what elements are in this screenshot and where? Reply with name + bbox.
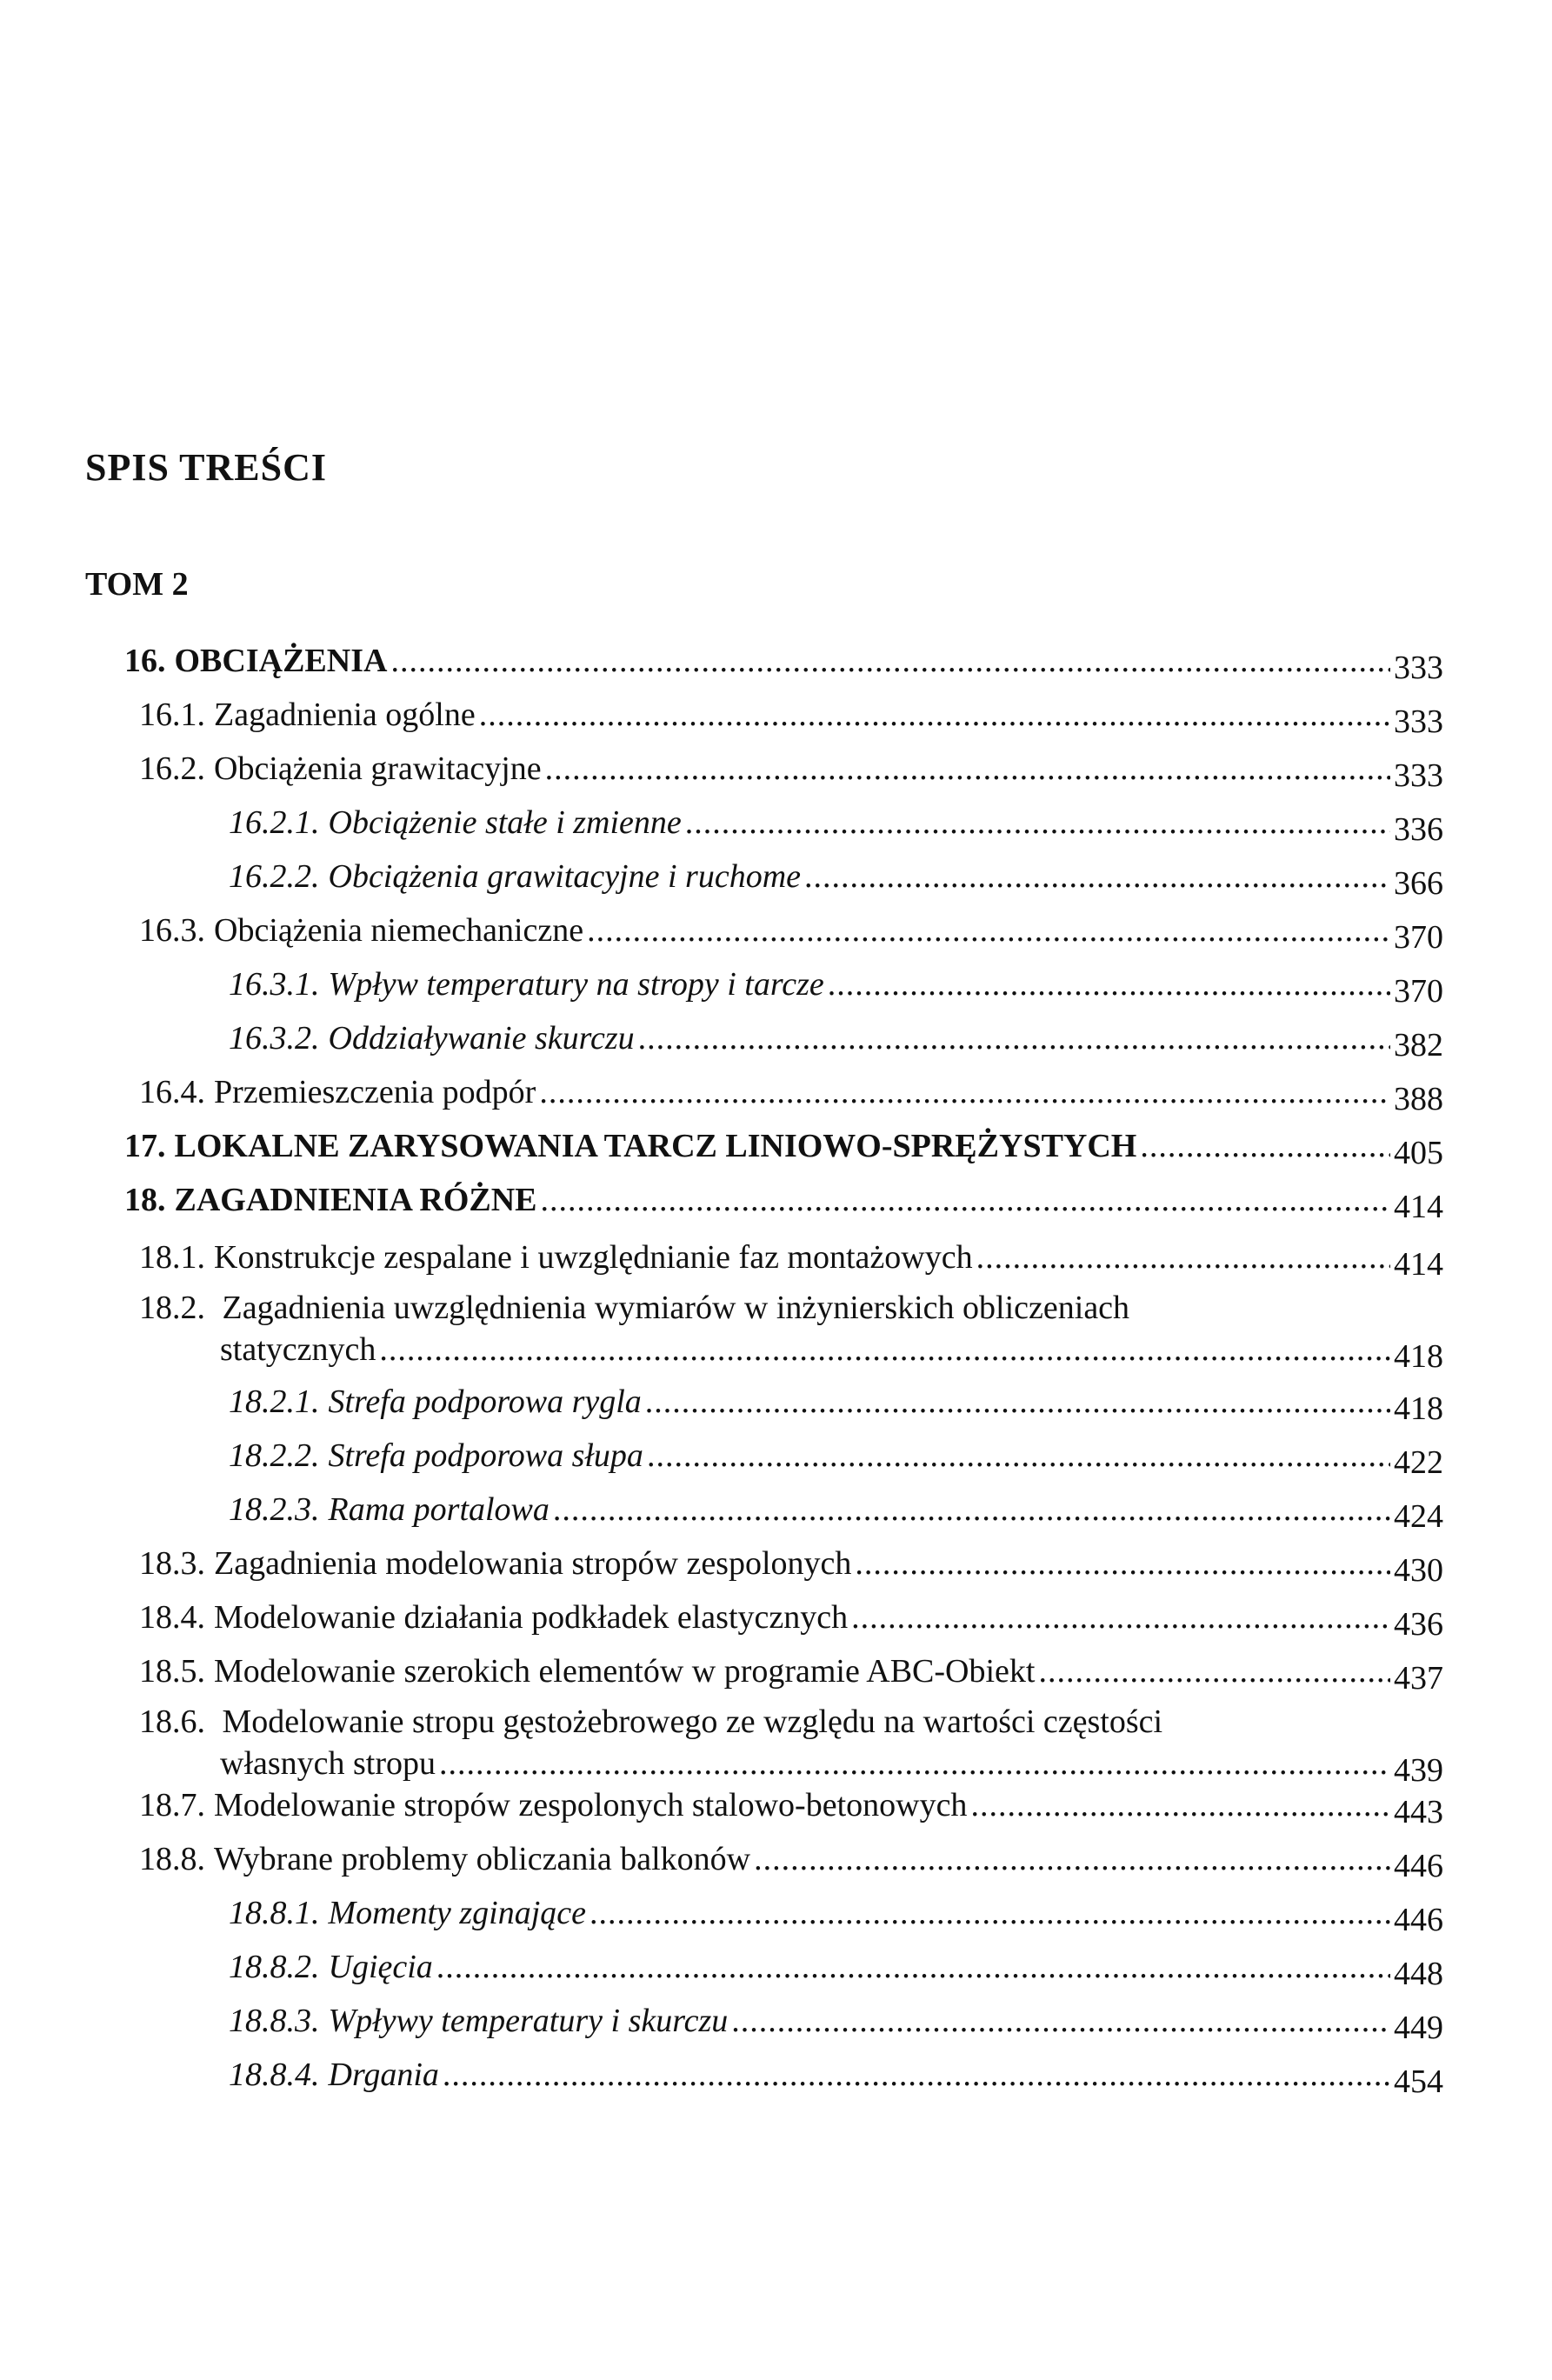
toc-number: 17.: [124, 1128, 166, 1164]
toc-number: 16.2.2.: [229, 858, 320, 895]
toc-entry-18-8-4[interactable]: [229, 2056, 1443, 2100]
toc-title: własnych stropu: [220, 1745, 436, 1782]
toc-number: 18.7.: [139, 1787, 205, 1823]
toc-entry-18-2-2[interactable]: [229, 1437, 1443, 1481]
toc-page: 454: [1394, 2063, 1443, 2100]
page-title: SPIS TREŚCI: [85, 446, 327, 489]
toc-page: 333: [1394, 757, 1443, 794]
toc-title: Konstrukcje zespalane i uwzględnianie faz montażowych: [214, 1239, 973, 1276]
dot-leader: [443, 2056, 1390, 2094]
toc-page: 449: [1394, 2010, 1443, 2046]
toc-number: 16.4.: [139, 1074, 205, 1110]
toc-entry-16[interactable]: [124, 642, 1443, 686]
toc-entry-18-1[interactable]: [139, 1238, 1443, 1283]
toc-page: 437: [1394, 1660, 1443, 1697]
dot-leader: [439, 1744, 1390, 1783]
toc-entry-18-7[interactable]: [139, 1786, 1443, 1830]
toc-entry-18-3[interactable]: [139, 1544, 1443, 1589]
dot-leader: [851, 1598, 1390, 1637]
toc-title: Oddziaływanie skurczu: [328, 1020, 635, 1057]
toc-entry-16-3-1[interactable]: [229, 965, 1443, 1010]
toc-number: 18.2.3.: [229, 1491, 320, 1528]
toc-number: 16.2.: [139, 750, 205, 787]
toc-page: 430: [1394, 1552, 1443, 1589]
toc-entry-16-3-2[interactable]: [229, 1019, 1443, 1063]
dot-leader: [970, 1786, 1390, 1824]
toc-entry-18-2-3[interactable]: [229, 1490, 1443, 1535]
dot-leader: [685, 803, 1390, 842]
toc-page: 333: [1394, 703, 1443, 740]
dot-leader: [379, 1330, 1390, 1369]
toc-title: Strefa podporowa słupa: [328, 1437, 643, 1474]
toc-page: 418: [1394, 1338, 1443, 1375]
dot-leader: [479, 696, 1390, 734]
toc-number: 18.8.3.: [229, 2003, 320, 2039]
toc-page: 336: [1394, 811, 1443, 848]
toc-entry-18-2-1[interactable]: [229, 1383, 1443, 1427]
dot-leader: [828, 965, 1390, 1003]
toc-page: 448: [1394, 1956, 1443, 1992]
toc-title: Zagadnienia modelowania stropów zespolonych: [214, 1545, 852, 1582]
toc-title: Drgania: [328, 2057, 439, 2093]
dot-leader: [647, 1437, 1390, 1475]
toc-title: Strefa podporowa rygla: [328, 1383, 642, 1420]
toc-number: 18.2.: [139, 1290, 205, 1326]
toc-title: LOKALNE ZARYSOWANIA TARCZ LINIOWO-SPRĘŻYSTYCH: [174, 1128, 1137, 1164]
toc-number: 18.2.2.: [229, 1437, 320, 1474]
volume-heading: TOM 2: [85, 566, 189, 603]
toc-entry-18-8-1[interactable]: [229, 1894, 1443, 1938]
toc-title: ZAGADNIENIA RÓŻNE: [174, 1182, 537, 1218]
toc-entry-18-8-2[interactable]: [229, 1948, 1443, 1992]
dot-leader: [390, 642, 1390, 680]
toc-number: 16.3.: [139, 912, 205, 949]
toc-number: 18.8.1.: [229, 1895, 320, 1931]
dot-leader: [553, 1490, 1390, 1529]
toc-title: OBCIĄŻENIA: [174, 643, 388, 679]
dot-leader: [436, 1948, 1390, 1986]
toc-page: 443: [1394, 1794, 1443, 1830]
toc-number: 18.2.1.: [229, 1383, 320, 1420]
toc-number: 18.6.: [139, 1703, 205, 1740]
toc-number: 18.8.2.: [229, 1949, 320, 1985]
toc-title: Momenty zginające: [328, 1895, 587, 1931]
toc-page: 388: [1394, 1081, 1443, 1117]
toc-number: 16.3.2.: [229, 1020, 320, 1057]
toc-title: Modelowanie stropów zespolonych stalowo-betonowych: [214, 1787, 968, 1823]
toc-title: Modelowanie szerokich elementów w programie ABC-Obiekt: [214, 1653, 1036, 1690]
toc-page: 424: [1394, 1498, 1443, 1535]
toc-entry-17[interactable]: [124, 1127, 1443, 1171]
toc-number: 18.3.: [139, 1545, 205, 1582]
dot-leader: [539, 1073, 1390, 1111]
toc-number: 18.4.: [139, 1599, 205, 1636]
toc-title: Wybrane problemy obliczania balkonów: [214, 1841, 751, 1877]
toc-title: Zagadnienia uwzględnienia wymiarów w inżynierskich obliczeniach: [222, 1290, 1130, 1326]
toc-number: 16.3.1.: [229, 966, 320, 1003]
toc-title: Obciążenia niemechaniczne: [214, 912, 584, 949]
toc-number: 18.8.4.: [229, 2057, 320, 2093]
toc-page: 333: [1394, 650, 1443, 686]
dot-leader: [731, 2002, 1390, 2040]
toc-entry-18[interactable]: [124, 1181, 1443, 1225]
toc-page: 405: [1394, 1135, 1443, 1171]
toc-page: 446: [1394, 1902, 1443, 1938]
toc-title: Modelowanie stropu gęstożebrowego ze względu na wartości częstości: [222, 1703, 1163, 1740]
dot-leader: [545, 750, 1390, 788]
dot-leader: [645, 1383, 1390, 1421]
toc-title: Zagadnienia ogólne: [214, 697, 476, 733]
toc-entry-18-6-line2[interactable]: [220, 1744, 1443, 1789]
dot-leader: [804, 857, 1390, 896]
dot-leader: [855, 1544, 1390, 1583]
dot-leader: [1140, 1127, 1390, 1165]
toc-page: 439: [1394, 1752, 1443, 1789]
toc-title: Wpływ temperatury na stropy i tarcze: [328, 966, 824, 1003]
toc-page: 446: [1394, 1848, 1443, 1884]
dot-leader: [587, 911, 1390, 950]
toc-title: Modelowanie działania podkładek elastycznych: [214, 1599, 849, 1636]
toc-page: 370: [1394, 919, 1443, 956]
toc-number: 16.: [124, 643, 166, 679]
toc-title: Wpływy temperatury i skurczu: [328, 2003, 729, 2039]
toc-entry-16-3[interactable]: [139, 911, 1443, 956]
toc-number: 18.1.: [139, 1239, 205, 1276]
toc-entry-18-8[interactable]: [139, 1840, 1443, 1884]
toc-page: 366: [1394, 865, 1443, 902]
toc-title: Rama portalowa: [328, 1491, 550, 1528]
toc-entry-16-2[interactable]: [139, 750, 1443, 794]
toc-title: Obciążenia grawitacyjne: [214, 750, 542, 787]
toc-title: Obciążenia grawitacyjne i ruchome: [328, 858, 802, 895]
toc-page: 414: [1394, 1189, 1443, 1225]
toc-entry-18-2-line1[interactable]: [139, 1289, 1129, 1327]
toc-entry-18-4[interactable]: [139, 1598, 1443, 1643]
dot-leader: [638, 1019, 1390, 1057]
dot-leader: [589, 1894, 1390, 1932]
toc-page: 370: [1394, 973, 1443, 1010]
toc-page: 422: [1394, 1444, 1443, 1481]
toc-entry-18-8-3[interactable]: [229, 2002, 1443, 2046]
toc-page: 436: [1394, 1606, 1443, 1643]
dot-leader: [976, 1238, 1390, 1277]
toc-number: 18.8.: [139, 1841, 205, 1877]
toc-entry-16-1[interactable]: [139, 696, 1443, 740]
toc-title: Obciążenie stałe i zmienne: [328, 804, 682, 841]
toc-number: 18.5.: [139, 1653, 205, 1690]
dot-leader: [754, 1840, 1390, 1878]
toc-title: Ugięcia: [328, 1949, 433, 1985]
toc-number: 16.1.: [139, 697, 205, 733]
toc-entry-18-5[interactable]: [139, 1652, 1443, 1697]
toc-page: 418: [1394, 1390, 1443, 1427]
toc-page: 382: [1394, 1027, 1443, 1063]
toc-number: 16.2.1.: [229, 804, 320, 841]
dot-leader: [1038, 1652, 1390, 1690]
toc-title: statycznych: [220, 1331, 376, 1368]
toc-page: 414: [1394, 1246, 1443, 1283]
toc-entry-18-6-line1[interactable]: [139, 1703, 1162, 1741]
toc-entry-16-2-1[interactable]: [229, 803, 1443, 848]
toc-entry-16-4[interactable]: [139, 1073, 1443, 1117]
toc-number: 18.: [124, 1182, 166, 1218]
toc-entry-18-2-line2[interactable]: [220, 1330, 1443, 1375]
toc-title: Przemieszczenia podpór: [214, 1074, 536, 1110]
toc-entry-16-2-2[interactable]: [229, 857, 1443, 902]
dot-leader: [541, 1181, 1390, 1219]
